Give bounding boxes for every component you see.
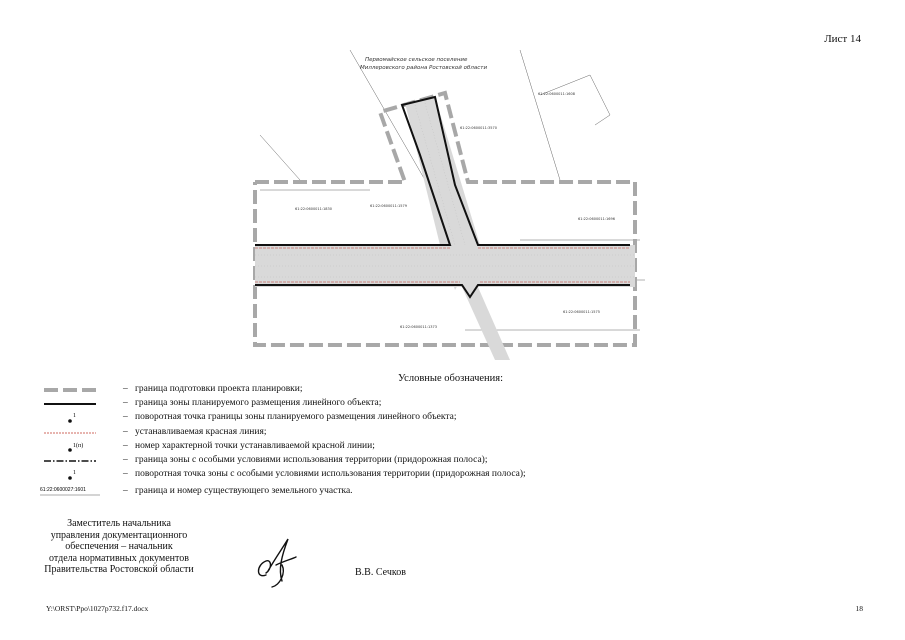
parcel-number: 61:22:0600011:1579 [370, 204, 407, 208]
parcel-number: 61:22:0600011:1575 [563, 310, 600, 314]
parcel-number: 61:22:0600011:1608 [538, 92, 575, 96]
signer-title-line: отдела нормативных документов [49, 552, 189, 564]
legend-title: Условные обозначения: [398, 373, 504, 384]
road-plan-drawing [250, 45, 650, 360]
legend-dash: – [123, 455, 128, 465]
parcel-number: 61:22:0600011:1696 [578, 217, 615, 221]
legend-symbol-label: 1 [73, 413, 76, 419]
legend-row [38, 468, 598, 483]
signer-title-line: обеспечения – начальник [65, 541, 173, 552]
page-number: 18 [855, 604, 863, 613]
signer-name: В.В. Сечков [355, 567, 406, 578]
signer-title-line: Заместитель начальника [67, 518, 171, 529]
legend-dash: – [123, 486, 128, 496]
turning-point-dot-icon [38, 411, 118, 426]
legend-row [38, 397, 598, 412]
signer-title-line: Правительства Ростовской области [44, 564, 194, 575]
legend-text: устанавливаемая красная линия; [135, 427, 267, 437]
legend-dash: – [123, 427, 128, 437]
signer-title [30, 518, 208, 576]
legend-text: граница зоны с особыми условиями использования территории (придорожная полоса); [135, 455, 488, 465]
legend-text: граница и номер существующего земельного участка. [135, 486, 353, 496]
parcel-number: 61:22:0600011:1373 [400, 325, 437, 329]
parcel-boundary-symbol [38, 485, 118, 500]
handwritten-signature [252, 535, 302, 590]
settlement-label-line2: Миллеровского района Ростовской области [360, 65, 488, 71]
signer-title-line: управления документационного [50, 529, 188, 541]
dash-dot-line-symbol [38, 454, 118, 469]
legend-symbol-label: 1 [73, 470, 76, 476]
legend-dash: – [123, 469, 128, 479]
parcel-number: 61:22:0600011:1830 [295, 207, 332, 211]
special-zone-point-dot-icon [38, 468, 118, 483]
sheet-label: Лист 14 [824, 33, 861, 45]
legend-dash: – [123, 384, 128, 394]
legend-row [38, 454, 598, 469]
red-line-symbol [38, 426, 118, 441]
legend-row [38, 485, 598, 500]
settlement-label-line1: Первомайское сельское поселение [365, 57, 468, 63]
legend-row [38, 440, 598, 455]
legend-text: поворотная точка границы зоны планируемого размещения линейного объекта; [135, 412, 457, 422]
legend-dash: – [123, 398, 128, 408]
legend-row [38, 383, 598, 398]
legend-row [38, 426, 598, 441]
legend-row [38, 411, 598, 426]
legend-dash: – [123, 412, 128, 422]
parcel-number: 61:22:0600011:3570 [460, 126, 497, 130]
characteristic-point-dot-icon [38, 440, 118, 455]
legend-text: граница подготовки проекта планировки; [135, 384, 303, 394]
legend-text: поворотная точка зоны с особыми условиями использования территории (придорожная полоса); [135, 469, 526, 479]
legend-text: граница зоны планируемого размещения линейного объекта; [135, 398, 382, 408]
legend-text: номер характерной точки устанавливаемой красной линии; [135, 441, 375, 451]
legend-symbol-label: 1(п) [73, 443, 84, 449]
footer-file-path: Y:\ORST\Ppo\1027p732.f17.docx [46, 604, 149, 613]
thick-black-line-symbol [38, 397, 118, 412]
gray-dashed-boundary-symbol [38, 383, 118, 398]
legend-symbol-label: 61:22:0600027:1601 [40, 487, 86, 493]
legend-dash: – [123, 441, 128, 451]
